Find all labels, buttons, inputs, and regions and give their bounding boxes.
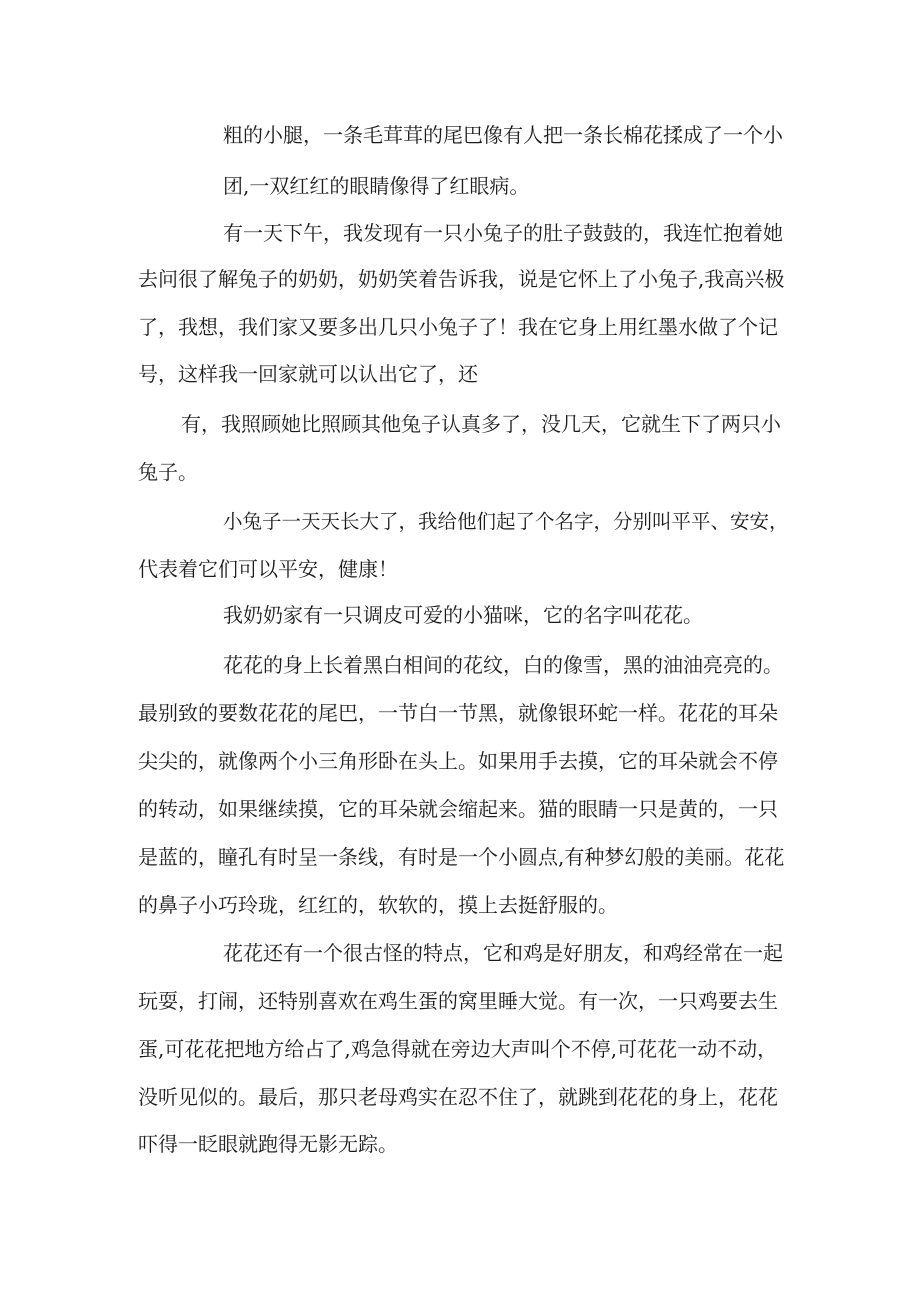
text-line: 的转动，如果继续摸，它的耳朵就会缩起来。猫的眼睛一只是黄的，一只 xyxy=(138,797,778,821)
text-line: 玩耍，打闹，还特别喜欢在鸡生蛋的窝里睡大觉。有一次，一只鸡要去生 xyxy=(138,989,778,1013)
text-line: 代表着它们可以平安，健康！ xyxy=(138,557,398,581)
text-line: 的鼻子小巧玲珑，红红的，软软的，摸上去挺舒服的。 xyxy=(138,893,618,917)
text-line: 了，我想，我们家又要多出几只小兔子了！我在它身上用红墨水做了个记 xyxy=(138,315,778,339)
text-line: 蛋,可花花把地方给占了,鸡急得就在旁边大声叫个不停,可花花一动不动， xyxy=(138,1037,778,1061)
text-line: 号，这样我一回家就可以认出它了，还 xyxy=(138,362,478,386)
text-line: 有一天下午，我发现有一只小兔子的肚子鼓鼓的，我连忙抱着她 xyxy=(223,221,783,245)
text-line: 是蓝的，瞳孔有时呈一条线，有时是一个小圆点,有种梦幻般的美丽。花花 xyxy=(138,845,785,869)
text-line: 花花还有一个很古怪的特点，它和鸡是好朋友，和鸡经常在一起 xyxy=(223,941,783,965)
text-line: 吓得一眨眼就跑得无影无踪。 xyxy=(138,1132,398,1156)
text-line: 尖尖的，就像两个小三角形卧在头上。如果用手去摸，它的耳朵就会不停 xyxy=(138,749,778,773)
text-line: 粗的小腿，一条毛茸茸的尾巴像有人把一条长棉花揉成了一个小 xyxy=(223,123,783,147)
text-line: 有，我照顾她比照顾其他兔子认真多了，没几天，它就生下了两只小 xyxy=(181,412,781,436)
text-line: 花花的身上长着黑白相间的花纹，白的像雪，黑的油油亮亮的。 xyxy=(223,653,783,677)
text-line: 团,一双红红的眼睛像得了红眼病。 xyxy=(223,174,530,198)
text-line: 我奶奶家有一只调皮可爱的小猫咪，它的名字叫花花。 xyxy=(223,603,703,627)
text-line: 小兔子一天天长大了，我给他们起了个名字，分别叫平平、安安， xyxy=(223,510,789,533)
text-line: 兔子。 xyxy=(138,460,198,484)
text-line: 没听见似的。最后，那只老母鸡实在忍不住了，就跳到花花的身上，花花 xyxy=(138,1085,778,1109)
text-line: 去问很了解兔子的奶奶，奶奶笑着告诉我，说是它怀上了小兔子,我高兴极 xyxy=(138,267,785,291)
text-line: 最别致的要数花花的尾巴，一节白一节黑，就像银环蛇一样。花花的耳朵 xyxy=(138,701,778,725)
